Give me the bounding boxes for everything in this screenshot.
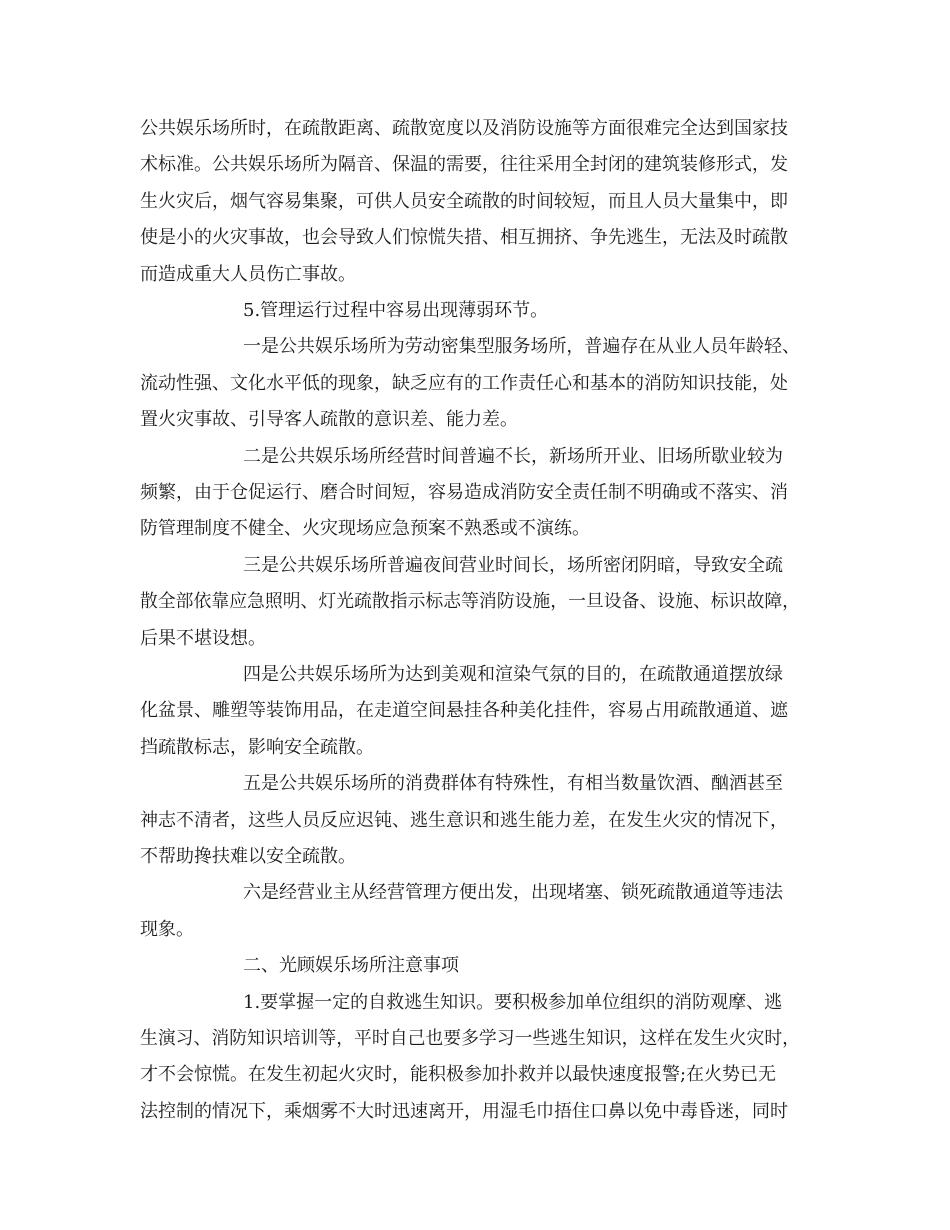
text-line: 1.要掌握一定的自救逃生知识。要积极参加单位组织的消防观摩、逃: [243, 992, 783, 1013]
text-line: 现象。: [140, 919, 194, 940]
text-line: 防管理制度不健全、火灾现场应急预案不熟悉或不演练。: [140, 518, 590, 539]
text-line: 使是小的火灾事故，也会导致人们惊慌失措、相互拥挤、争先逃生，无法及时疏散: [140, 227, 788, 248]
text-line: 不帮助搀扶难以安全疏散。: [140, 846, 356, 867]
text-line: 术标准。公共娱乐场所为隔音、保温的需要，往往采用全封闭的建筑装修形式，发: [140, 154, 788, 175]
text-line: 置火灾事故、引导客人疏散的意识差、能力差。: [140, 409, 518, 430]
text-line: 六是经营业主从经营管理方便出发，出现堵塞、锁死疏散通道等违法: [243, 882, 783, 903]
text-line: 四是公共娱乐场所为达到美观和渲染气氛的目的，在疏散通道摆放绿: [243, 664, 783, 685]
text-line: 而造成重大人员伤亡事故。: [140, 264, 356, 285]
text-line: 生火灾后，烟气容易集聚，可供人员安全疏散的时间较短，而且人员大量集中，即: [140, 191, 788, 212]
text-line: 三是公共娱乐场所普遍夜间营业时间长，场所密闭阴暗，导致安全疏: [243, 555, 783, 576]
text-line: 二是公共娱乐场所经营时间普遍不长，新场所开业、旧场所歇业较为: [243, 446, 783, 467]
text-line: 一是公共娱乐场所为劳动密集型服务场所，普遍存在从业人员年龄轻、: [243, 336, 800, 357]
text-line: 五是公共娱乐场所的消费群体有特殊性，有相当数量饮酒、酗酒甚至: [243, 773, 783, 794]
section-heading: 二、光顾娱乐场所注意事项: [243, 955, 459, 976]
text-line: 公共娱乐场所时，在疏散距离、疏散宽度以及消防设施等方面很难完全达到国家技: [140, 118, 788, 139]
text-line: 挡疏散标志，影响安全疏散。: [140, 737, 374, 758]
text-line: 才不会惊慌。在发生初起火灾时，能积极参加扑救并以最快速度报警;在火势已无: [140, 1064, 777, 1085]
text-line: 化盆景、雕塑等装饰用品，在走道空间悬挂各种美化挂件，容易占用疏散通道、遮: [140, 700, 788, 721]
text-line: 5.管理运行过程中容易出现薄弱环节。: [243, 300, 549, 321]
text-line: 散全部依靠应急照明、灯光疏散指示标志等消防设施，一旦设备、设施、标识故障，: [140, 591, 800, 612]
text-line: 频繁，由于仓促运行、磨合时间短，容易造成消防安全责任制不明确或不落实、消: [140, 482, 788, 503]
text-line: 流动性强、文化水平低的现象，缺乏应有的工作责任心和基本的消防知识技能，处: [140, 373, 788, 394]
text-line: 生演习、消防知识培训等，平时自己也要多学习一些逃生知识，这样在发生火灾时，: [140, 1028, 800, 1049]
text-line: 神志不清者，这些人员反应迟钝、逃生意识和逃生能力差，在发生火灾的情况下，: [140, 810, 788, 831]
text-line: 法控制的情况下，乘烟雾不大时迅速离开，用湿毛巾捂住口鼻以免中毒昏迷，同时: [140, 1101, 788, 1122]
text-line: 后果不堪设想。: [140, 628, 266, 649]
